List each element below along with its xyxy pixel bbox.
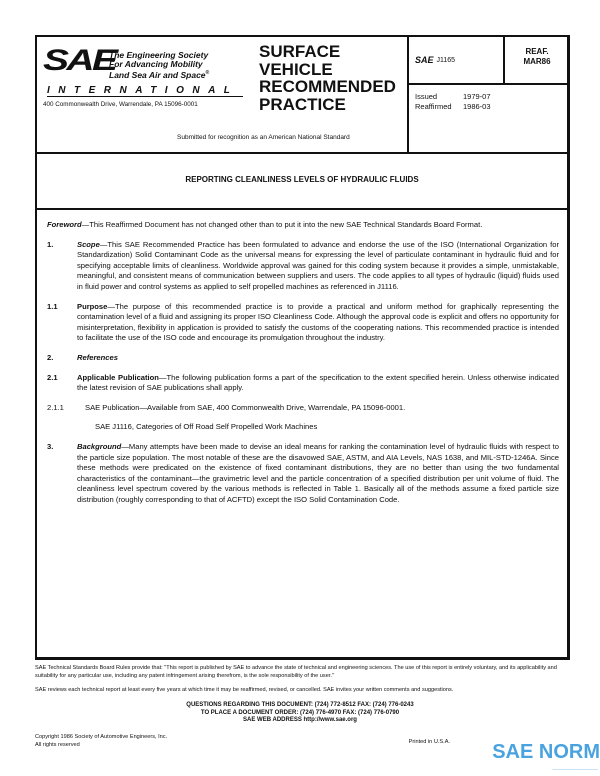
address: 400 Commonwealth Drive, Warrendale, PA 15096-0001 <box>43 101 198 108</box>
watermark-rule: ──────────────── <box>552 767 598 772</box>
rights: All rights reserved <box>35 741 80 748</box>
doc-type-title <box>259 43 396 113</box>
submitted-note: Submitted for recognition as an American National Standard <box>177 134 350 141</box>
section-number: 2.1 <box>47 372 58 382</box>
heading: Purpose <box>77 301 108 311</box>
section-number: 1. <box>47 239 54 249</box>
registered-mark: ® <box>205 70 210 76</box>
reaf-cell <box>505 37 569 85</box>
section-2-1-1 <box>47 403 559 414</box>
reaf-label: REAF. <box>525 47 549 56</box>
international-label: INTERNATIONAL <box>47 85 243 97</box>
heading: Background <box>77 441 122 451</box>
issued-label: Issued <box>415 92 438 101</box>
doc-info-box <box>407 37 569 152</box>
heading: Foreword <box>47 220 82 229</box>
header <box>37 37 567 154</box>
section-3 <box>47 442 559 506</box>
title-line: VEHICLE <box>259 59 333 79</box>
reaffirmed-date: 1986-03 <box>463 102 491 111</box>
policy-note: SAE Technical Standards Board Rules provide that: "This report is published by SAE to advance the state of technical and engineering sciences. The use of this report is entirely voluntary, and its applicability and suitability for any particular use, including any patent infringement arising therefrom, is the sole responsibility of the user." <box>35 665 557 679</box>
web-address[interactable]: SAE WEB ADDRESS http://www.sae.org <box>243 717 357 723</box>
tagline-line: For Advancing Mobility <box>109 59 203 69</box>
paragraph-text: —Many attempts have been made to devise an ideal means for ranking the contamination level of hydraulic fluids with respect to the particle size population. The most notable of these are the disavowed SAE, ASTM, and AIA Levels, NAS 1638, and MIL-STD-1246A. Since these methods were predicated on the existence of fixed contaminant distributions, they are no better than using the two fundamental characteristics of the contaminant—the gravimetric level and the particle concentration of a specified distribution per unit volume of fluid. The cleanliness level spectrum covered by the various methods is reflected in Table 1. Basically all of the methods assume a fixed particle size distribution (roughly corresponding to that of ACFTD) except the ISO Solid Contamination Code. <box>77 441 559 504</box>
document-title: REPORTING CLEANLINESS LEVELS OF HYDRAULIC FLUIDS <box>37 152 567 210</box>
reaf-date: MAR86 <box>523 57 551 66</box>
document-body <box>47 220 559 514</box>
review-note: SAE reviews each technical report at least every five years at which time it may be reaffirmed, revised, or cancelled. SAE invites your written comments and suggestions. <box>35 687 454 693</box>
dates <box>415 92 491 112</box>
reference-item: SAE J1116, Categories of Off Road Self Propelled Work Machines <box>95 422 318 432</box>
paragraph-text: —This SAE Recommended Practice has been formulated to advance and endorse the use of the ISO (International Organization for Standardization) Solid Contaminant Code as the universal means for expressing the level of particulate contaminant in hydraulic fluid and for specifying acceptable limits of cleanliness. Worldwide approval was gained for this coding system because it provides a simple, unmistakable, meaningful, and consistent means of communication between suppliers and users. The code applies to all types of hydraulic (liquid) fluids used in fluid power and control systems as applied to self propelled machines as referenced in J1116. <box>77 239 559 291</box>
order-line: TO PLACE A DOCUMENT ORDER: (724) 776-4970 FAX: (724) 776-0790 <box>200 709 400 716</box>
sae-norm-watermark: SAE NORM <box>492 741 600 763</box>
tagline <box>109 51 209 80</box>
issued-date: 1979-07 <box>463 92 491 101</box>
contact-info <box>35 702 565 725</box>
copyright: Copyright 1986 Society of Automotive Engineers, Inc. <box>35 733 168 740</box>
title-line: RECOMMENDED <box>259 77 396 96</box>
heading: Applicable Publication <box>77 372 159 382</box>
paragraph-text: —The purpose of this recommended practice is to provide a practical and uniform method for graphically representing the contamination level of a fluid and assigning its proper ISO Cleanliness Code. Although the approval code is explicit and offers no opportunity for misinterpretation, flexibility in application is provided to satisfy the customs of the cooperating nations. This recommended practice is intended to facilitate the use of the ISO code and encourage its promulgation throughout the industry. <box>77 301 559 343</box>
paragraph-text: —The following publication forms a part of the specification to the extent specified herein. Unless otherwise indicated the latest revision of SAE publications shall apply. <box>77 372 559 393</box>
section-2-1 <box>47 373 559 394</box>
section-number: 1.1 <box>47 301 58 311</box>
section-number: 2. <box>47 352 54 362</box>
printed-in: Printed in U.S.A. <box>408 739 450 745</box>
footer <box>35 664 565 749</box>
title-line: SURFACE <box>259 42 341 61</box>
doc-number-text: J1165 <box>436 56 456 64</box>
doc-prefix: SAE <box>415 55 434 65</box>
section-1 <box>47 240 559 293</box>
foreword <box>47 220 559 231</box>
section-number: 3. <box>47 441 54 451</box>
section-number: 2.1.1 <box>47 402 64 412</box>
doc-number <box>409 37 505 85</box>
paragraph-text: SAE Publication—Available from SAE, 400 Commonwealth Drive, Warrendale, PA 15096-0001. <box>85 402 406 412</box>
title-line: PRACTICE <box>259 94 346 114</box>
reaffirmed-label: Reaffirmed <box>415 102 452 111</box>
tagline-line: Land Sea Air and Space <box>109 69 206 80</box>
heading: References <box>77 352 118 362</box>
heading: Scope <box>77 239 100 249</box>
section-1-1 <box>47 302 559 344</box>
section-2 <box>47 353 559 364</box>
tagline-line: The Engineering Society <box>109 50 209 60</box>
document-frame <box>35 35 570 660</box>
sae-logo <box>43 44 253 108</box>
logo-text: SAE <box>43 44 116 77</box>
paragraph-text: —This Reaffirmed Document has not changed other than to put it into the new SAE Technical Standards Board Format. <box>81 220 483 229</box>
questions-line: QUESTIONS REGARDING THIS DOCUMENT: (724) 772-8512 FAX: (724) 776-0243 <box>186 702 414 708</box>
